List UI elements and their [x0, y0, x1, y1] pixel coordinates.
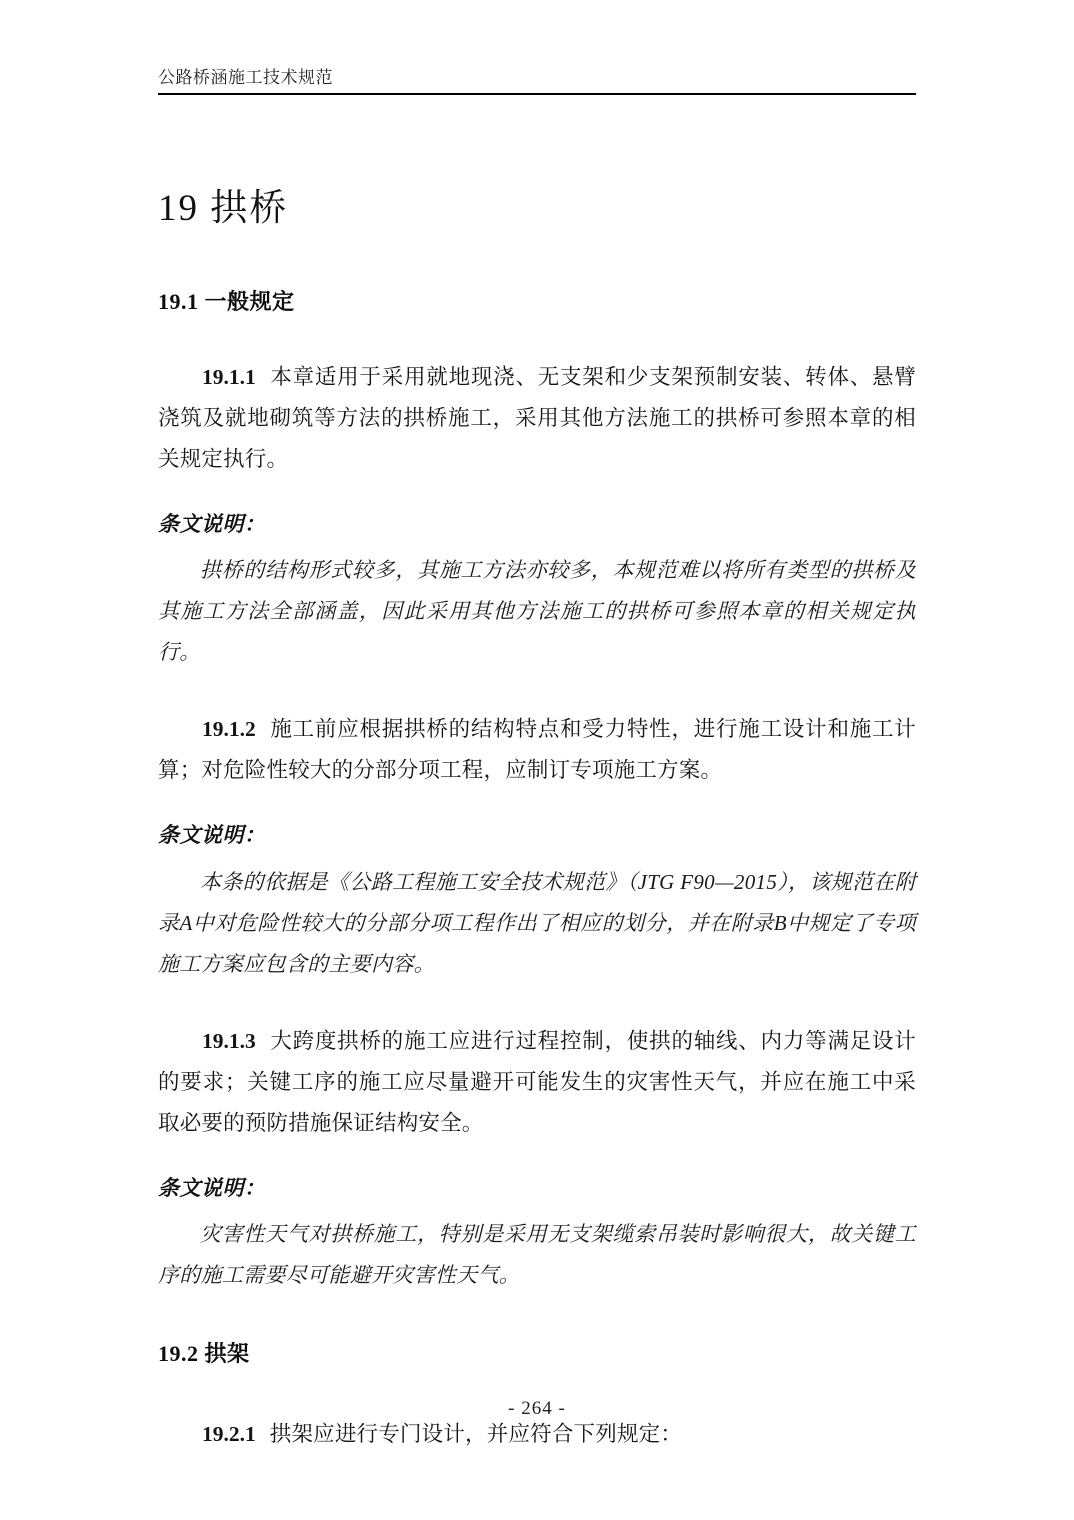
clause-number-19-2-1: 19.2.1: [202, 1422, 256, 1447]
page-footer: [0, 1398, 1074, 1420]
clause-19-2-1: [158, 1414, 916, 1455]
spacer: [158, 985, 916, 1021]
clause-number-19-1-2: 19.1.2: [202, 717, 256, 742]
spacer: [158, 791, 916, 821]
spacer: [158, 673, 916, 709]
section-heading-19-1: 19.1 一般规定: [158, 289, 295, 315]
page-number: - 264 -: [508, 1398, 566, 1419]
explanation-label-1: 条文说明：: [158, 511, 266, 536]
spacer: [158, 1144, 916, 1174]
spacer: [158, 317, 916, 357]
explanation-label-3: 条文说明：: [158, 1175, 266, 1200]
page-header: [158, 68, 916, 95]
header-title: 公路桥涵施工技术规范: [158, 68, 333, 87]
explanation-body-1: 拱桥的结构形式较多，其施工方法亦较多，本规范难以将所有类型的拱桥及其施工方法全部涵盖，因此采用其他方法施工的拱桥可参照本章的相关规定执行。: [158, 558, 916, 665]
clause-text-19-1-3: 大跨度拱桥的施工应进行过程控制，使拱的轴线、内力等满足设计的要求；关键工序的施工应尽量避开可能发生的灾害性天气，并应在施工中采取必要的预防措施保证结构安全。: [158, 1028, 916, 1135]
spacer: [158, 232, 916, 288]
explanation-body-3: 灾害性天气对拱桥施工，特别是采用无支架缆索吊装时影响很大，故关键工序的施工需要尽可能避开灾害性天气。: [158, 1221, 916, 1287]
spacer: [158, 850, 916, 862]
clause-text-19-2-1: 拱架应进行专门设计，并应符合下列规定：: [269, 1422, 683, 1447]
clause-19-1-1: [158, 357, 916, 480]
spacer: [158, 1296, 916, 1340]
spacer: [158, 538, 916, 550]
section-heading-19-2: 19.2 拱架: [158, 1340, 250, 1366]
clause-19-1-2: [158, 709, 916, 791]
page-content: [158, 180, 916, 1455]
header-divider: [158, 93, 916, 95]
clause-19-1-3: [158, 1021, 916, 1144]
clause-text-19-1-1: 本章适用于采用就地现浇、无支架和少支架预制安装、转体、悬臂浇筑及就地砌筑等方法的拱桥施工，采用其他方法施工的拱桥可参照本章的相关规定执行。: [158, 364, 916, 471]
chapter-title: 19 拱桥: [158, 188, 289, 229]
spacer: [158, 1202, 916, 1214]
clause-number-19-1-3: 19.1.3: [202, 1028, 256, 1053]
clause-number-19-1-1: 19.1.1: [202, 364, 256, 389]
explanation-label-2: 条文说明：: [158, 823, 266, 848]
explanation-body-2: 本条的依据是《公路工程施工安全技术规范》（JTG F90—2015），该规范在附录A中对危险性较大的分部分项工程作出了相应的划分，并在附录B中规定了专项施工方案应包含的主要内容。: [158, 869, 916, 976]
clause-text-19-1-2: 施工前应根据拱桥的结构特点和受力特性，进行施工设计和施工计算；对危险性较大的分部分项工程，应制订专项施工方案。: [158, 717, 916, 783]
spacer: [158, 480, 916, 510]
